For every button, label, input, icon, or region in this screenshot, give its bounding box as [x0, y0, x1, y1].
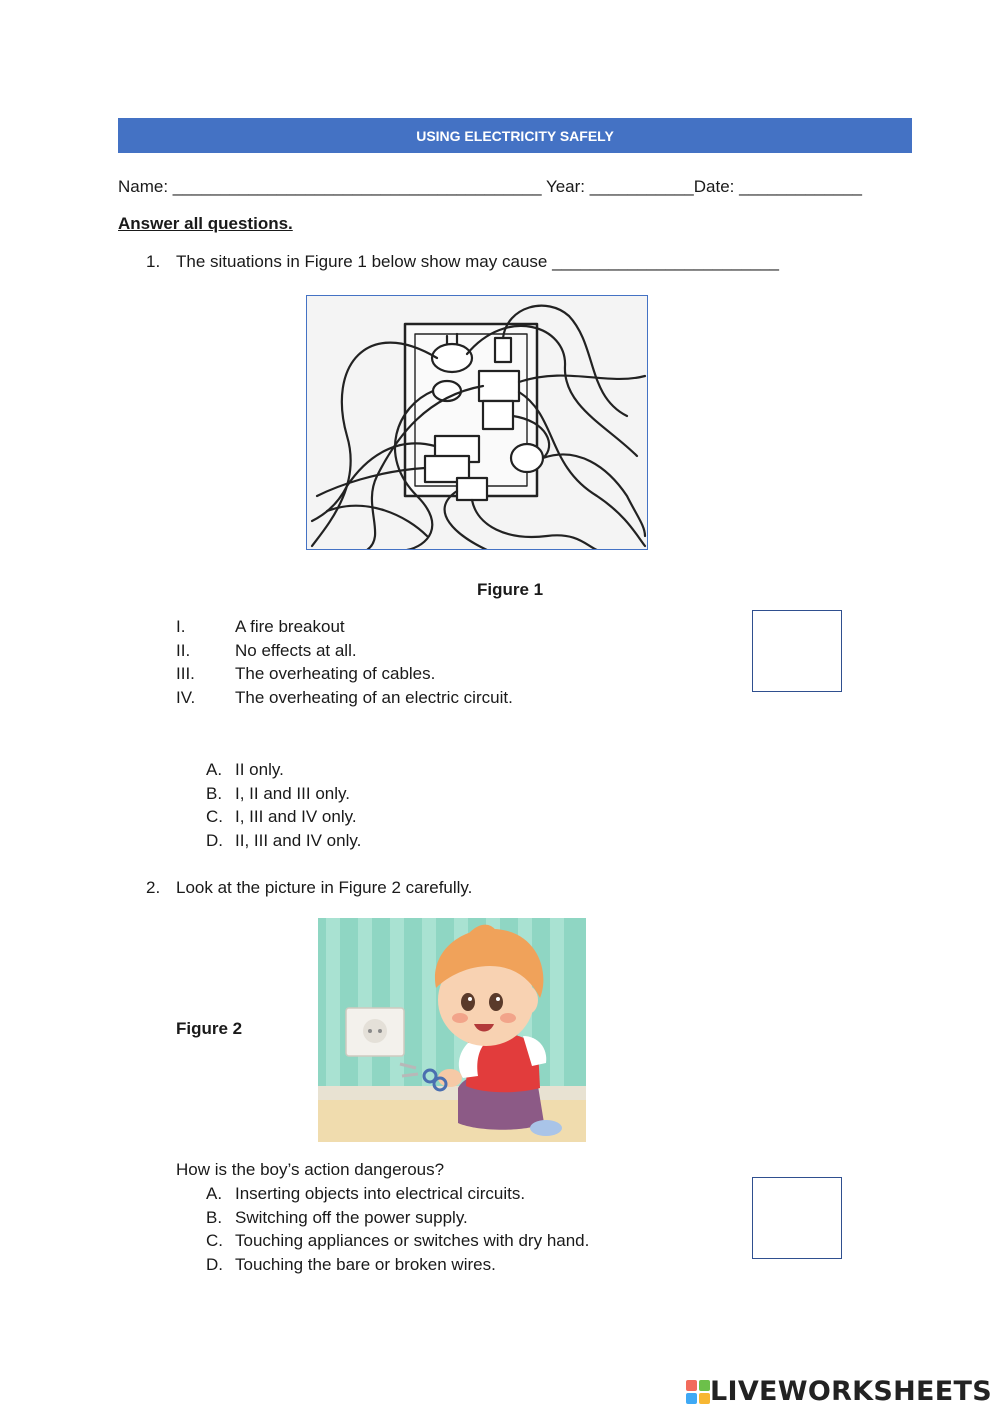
statement-text: No effects at all. — [235, 640, 357, 660]
option-letter: C. — [206, 1231, 223, 1250]
figure-1-overloaded-socket-image — [306, 295, 648, 550]
q2-option-c — [206, 1231, 589, 1255]
q2-option-b — [206, 1208, 589, 1232]
q1-option-d — [206, 831, 361, 855]
q1-option-a — [206, 760, 361, 784]
name-year-date-line: Name: _______________________________________ Year: ___________Date: _____________ — [118, 177, 862, 196]
liveworksheets-brand[interactable] — [686, 1376, 992, 1407]
liveworksheets-brand-text: LIVEWORKSHEETS — [709, 1376, 992, 1407]
option-letter: D. — [206, 1254, 223, 1274]
q1-text: The situations in Figure 1 below show may cause ________________________ — [176, 252, 779, 271]
q2-number: 2. — [146, 878, 161, 897]
q2-answer-box[interactable] — [752, 1177, 842, 1259]
option-text: Touching the bare or broken wires. — [235, 1254, 496, 1274]
option-letter: D. — [206, 830, 223, 850]
q2-question: How is the boy’s action dangerous? — [176, 1160, 445, 1179]
option-text: Switching off the power supply. — [235, 1207, 468, 1227]
q1-statement-4 — [176, 688, 513, 712]
option-text: II, III and IV only. — [235, 830, 362, 850]
q2-option-d — [206, 1255, 589, 1279]
option-text: II only. — [235, 760, 284, 779]
liveworksheets-logo-icon — [686, 1380, 710, 1404]
option-letter: A. — [206, 1184, 223, 1203]
q1-statement-2 — [176, 641, 513, 665]
option-letter: B. — [206, 783, 223, 803]
figure-1-caption: Figure 1 — [477, 580, 544, 599]
q2-option-a — [206, 1184, 589, 1208]
q1-option-c — [206, 807, 361, 831]
statement-text: The overheating of an electric circuit. — [235, 687, 513, 707]
option-letter: B. — [206, 1207, 223, 1227]
q2-option-list — [206, 1184, 589, 1278]
q1-statement-1 — [176, 617, 513, 641]
worksheet-title: USING ELECTRICITY SAFELY — [118, 118, 912, 153]
figure-2-caption: Figure 2 — [176, 1019, 243, 1038]
figure-2-boy-with-scissors-image — [318, 918, 586, 1142]
q1-option-b — [206, 784, 361, 808]
option-text: I, II and III only. — [235, 783, 350, 803]
q1-option-list — [206, 760, 361, 854]
statement-numeral: II. — [176, 640, 191, 660]
statement-numeral: IV. — [176, 687, 196, 707]
option-text: I, III and IV only. — [235, 807, 357, 826]
q2-text: Look at the picture in Figure 2 carefully. — [176, 878, 473, 897]
instruction: Answer all questions. — [118, 214, 293, 233]
option-letter: A. — [206, 760, 223, 779]
statement-text: The overheating of cables. — [235, 664, 436, 683]
q1-number: 1. — [146, 252, 161, 271]
q1-statement-3 — [176, 664, 513, 688]
q1-statement-list — [176, 617, 513, 711]
q1-answer-box[interactable] — [752, 610, 842, 692]
statement-numeral: III. — [176, 664, 195, 683]
statement-text: A fire breakout — [235, 617, 345, 636]
option-text: Touching appliances or switches with dry hand. — [235, 1231, 590, 1250]
option-letter: C. — [206, 807, 223, 826]
option-text: Inserting objects into electrical circuits. — [235, 1184, 526, 1203]
statement-numeral: I. — [176, 617, 186, 636]
